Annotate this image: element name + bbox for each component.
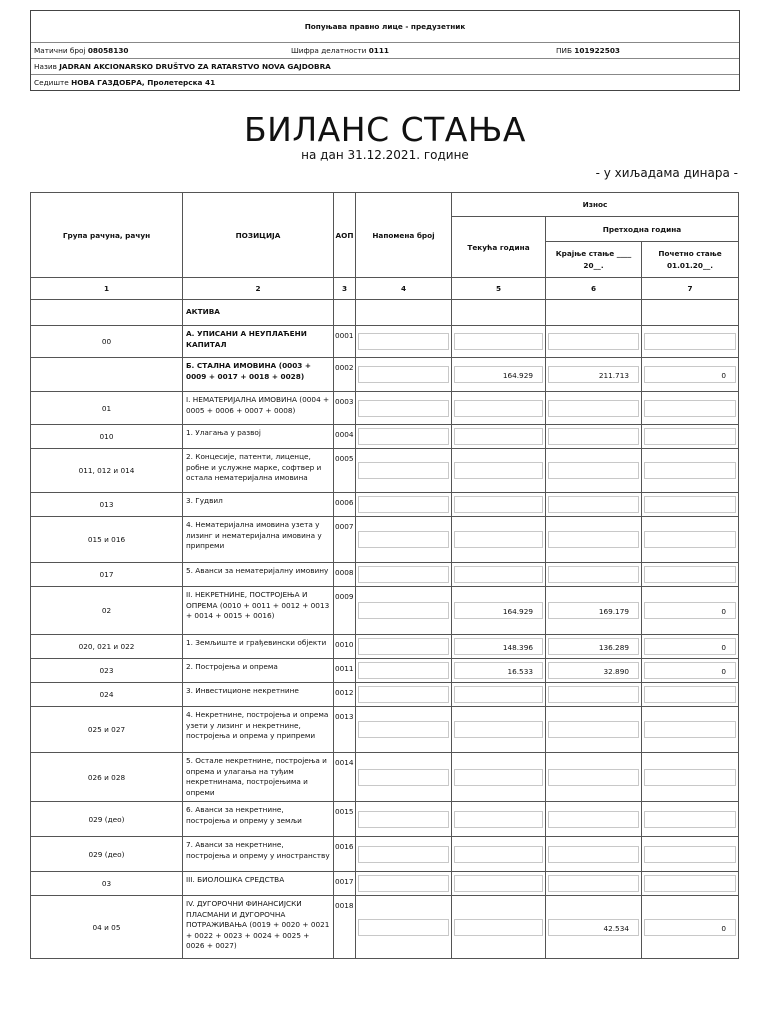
prev-end-cell bbox=[546, 358, 642, 392]
aop-code: 0018 bbox=[334, 896, 356, 959]
note-cell bbox=[356, 802, 452, 837]
document-date: на дан 31.12.2021. године bbox=[301, 148, 469, 162]
prev-start-cell bbox=[642, 449, 739, 493]
section-label: АКТИВА bbox=[183, 300, 334, 326]
position-label: 3. Инвестиционе некретнине bbox=[183, 683, 334, 707]
prev-start-cell bbox=[642, 425, 739, 449]
prev-end-input[interactable] bbox=[548, 496, 639, 513]
position-label: 4. Некретнине, постројења и опрема узети у лизинг и некретнине, постројења и опрема у припреми bbox=[183, 707, 334, 753]
col-number: 6 bbox=[546, 278, 642, 300]
prev-start-cell bbox=[642, 563, 739, 587]
prev-end-input[interactable]: 211.713 bbox=[548, 366, 639, 383]
account-group: 026 и 028 bbox=[31, 753, 183, 802]
aop-code: 0005 bbox=[334, 449, 356, 493]
table-row bbox=[31, 563, 739, 587]
aop-code: 0008 bbox=[334, 563, 356, 587]
section-empty bbox=[31, 300, 183, 326]
position-label: 2. Постројења и опрема bbox=[183, 659, 334, 683]
table-row bbox=[31, 753, 739, 802]
prev-end-input[interactable] bbox=[548, 846, 639, 863]
current-input[interactable] bbox=[454, 531, 543, 548]
current-input[interactable] bbox=[454, 428, 543, 445]
account-group: 011, 012 и 014 bbox=[31, 449, 183, 493]
section-empty bbox=[356, 300, 452, 326]
prev-end-input[interactable] bbox=[548, 333, 639, 350]
prev-start-input[interactable] bbox=[644, 566, 736, 583]
prev-end-input[interactable] bbox=[548, 400, 639, 417]
col-prev-end-header: Крајње стање ____ 20__. bbox=[546, 242, 642, 278]
col-number: 1 bbox=[31, 278, 183, 300]
current-cell bbox=[452, 587, 546, 635]
current-cell bbox=[452, 683, 546, 707]
table-row bbox=[31, 707, 739, 753]
account-group: 015 и 016 bbox=[31, 517, 183, 563]
prev-start-input[interactable]: 0 bbox=[644, 602, 736, 619]
account-group: 00 bbox=[31, 326, 183, 358]
prev-end-cell bbox=[546, 326, 642, 358]
reg-label: Матични број bbox=[34, 46, 86, 55]
current-cell bbox=[452, 493, 546, 517]
aop-code: 0012 bbox=[334, 683, 356, 707]
position-label: 1. Улагања у развој bbox=[183, 425, 334, 449]
position-label: 2. Концесије, патенти, лиценце, робне и услужне марке, софтвер и остала нематеријална имовина bbox=[183, 449, 334, 493]
account-group: 013 bbox=[31, 493, 183, 517]
company-name-row bbox=[31, 58, 739, 74]
col-number: 7 bbox=[642, 278, 739, 300]
seat-value: НОВА ГАЗДОБРА, Пролетерска 41 bbox=[71, 78, 216, 87]
prev-start-cell bbox=[642, 802, 739, 837]
account-group: 029 (део) bbox=[31, 837, 183, 872]
prev-end-cell bbox=[546, 896, 642, 959]
prev-start-input[interactable] bbox=[644, 531, 736, 548]
col-aop-header: АОП bbox=[334, 193, 356, 278]
aop-code: 0016 bbox=[334, 837, 356, 872]
prev-end-cell bbox=[546, 707, 642, 753]
table-row bbox=[31, 837, 739, 872]
prev-end-input[interactable]: 136.289 bbox=[548, 638, 639, 655]
prev-start-cell bbox=[642, 707, 739, 753]
position-label: 7. Аванси за некретнине, постројења и опрему у иностранству bbox=[183, 837, 334, 872]
prev-start-input[interactable] bbox=[644, 428, 736, 445]
table-row bbox=[31, 587, 739, 635]
col-previous-header: Претходна година bbox=[546, 217, 739, 242]
prev-end-cell bbox=[546, 683, 642, 707]
current-input[interactable] bbox=[454, 496, 543, 513]
col-current-header: Текућа година bbox=[452, 217, 546, 278]
current-cell bbox=[452, 659, 546, 683]
section-row bbox=[31, 300, 739, 326]
balance-sheet-table bbox=[30, 192, 739, 959]
note-cell bbox=[356, 683, 452, 707]
note-cell bbox=[356, 326, 452, 358]
current-cell bbox=[452, 517, 546, 563]
prev-start-input[interactable] bbox=[644, 333, 736, 350]
table-row bbox=[31, 635, 739, 659]
prev-end-cell bbox=[546, 659, 642, 683]
current-input[interactable] bbox=[454, 566, 543, 583]
current-cell bbox=[452, 563, 546, 587]
reg-value: 08058130 bbox=[87, 46, 129, 55]
prev-end-input[interactable] bbox=[548, 811, 639, 828]
note-input[interactable] bbox=[358, 919, 449, 936]
prev-end-input[interactable] bbox=[548, 462, 639, 479]
current-cell bbox=[452, 896, 546, 959]
aop-code: 0013 bbox=[334, 707, 356, 753]
note-cell bbox=[356, 753, 452, 802]
activity-label: Шифра делатности bbox=[291, 46, 367, 55]
note-input[interactable] bbox=[358, 366, 449, 383]
prev-start-input[interactable] bbox=[644, 496, 736, 513]
reg-number bbox=[34, 46, 128, 55]
filled-by-caption bbox=[31, 11, 739, 42]
current-cell bbox=[452, 635, 546, 659]
prev-start-input[interactable] bbox=[644, 400, 736, 417]
prev-end-input[interactable]: 169.179 bbox=[548, 602, 639, 619]
prev-start-input[interactable] bbox=[644, 462, 736, 479]
col-number: 3 bbox=[334, 278, 356, 300]
aop-code: 0009 bbox=[334, 587, 356, 635]
current-input[interactable] bbox=[454, 400, 543, 417]
current-cell bbox=[452, 425, 546, 449]
note-input[interactable] bbox=[358, 496, 449, 513]
aop-code: 0003 bbox=[334, 392, 356, 425]
prev-start-cell bbox=[642, 517, 739, 563]
prev-start-input[interactable] bbox=[644, 686, 736, 703]
position-label: I. НЕМАТЕРИЈАЛНА ИМОВИНА (0004 + 0005 + 0006 + 0007 + 0008) bbox=[183, 392, 334, 425]
note-input[interactable] bbox=[358, 566, 449, 583]
col-amount-header: Износ bbox=[452, 193, 739, 217]
name-value: JADRAN AKCIONARSKO DRUŠTVO ZA RATARSTVO NOVA GAJDOBRA bbox=[59, 62, 331, 71]
prev-start-input[interactable]: 0 bbox=[644, 662, 736, 679]
account-group: 04 и 05 bbox=[31, 896, 183, 959]
account-group: 010 bbox=[31, 425, 183, 449]
tax-id bbox=[556, 46, 620, 55]
units-note: - у хиљадама динара - bbox=[595, 166, 738, 180]
prev-end-input[interactable] bbox=[548, 566, 639, 583]
current-cell bbox=[452, 392, 546, 425]
table-row bbox=[31, 358, 739, 392]
prev-start-cell bbox=[642, 896, 739, 959]
prev-end-input[interactable]: 42.534 bbox=[548, 919, 639, 936]
note-cell bbox=[356, 563, 452, 587]
note-cell bbox=[356, 659, 452, 683]
position-label: 4. Нематеријална имовина узета у лизинг и нематеријална имовина у припреми bbox=[183, 517, 334, 563]
prev-end-cell bbox=[546, 425, 642, 449]
current-input[interactable] bbox=[454, 686, 543, 703]
prev-end-cell bbox=[546, 587, 642, 635]
current-input[interactable] bbox=[454, 811, 543, 828]
prev-start-cell bbox=[642, 392, 739, 425]
prev-start-input[interactable] bbox=[644, 811, 736, 828]
prev-start-input[interactable] bbox=[644, 875, 736, 892]
note-cell bbox=[356, 635, 452, 659]
activity-value: 0111 bbox=[368, 46, 390, 55]
prev-end-cell bbox=[546, 837, 642, 872]
prev-end-cell bbox=[546, 392, 642, 425]
prev-start-cell bbox=[642, 358, 739, 392]
current-cell bbox=[452, 753, 546, 802]
note-input[interactable] bbox=[358, 662, 449, 679]
note-cell bbox=[356, 425, 452, 449]
table-row bbox=[31, 449, 739, 493]
current-input[interactable] bbox=[454, 846, 543, 863]
note-input[interactable] bbox=[358, 686, 449, 703]
note-input[interactable] bbox=[358, 811, 449, 828]
position-label: 5. Остале некретнине, постројења и опрема и улагања на туђим некретнинама, постројењима и опреми bbox=[183, 753, 334, 802]
account-group: 01 bbox=[31, 392, 183, 425]
prev-start-input[interactable]: 0 bbox=[644, 638, 736, 655]
note-cell bbox=[356, 837, 452, 872]
position-label: IV. ДУГОРОЧНИ ФИНАНСИЈСКИ ПЛАСМАНИ И ДУГОРОЧНА ПОТРАЖИВАЊА (0019 + 0020 + 0021 + 0022 + 0023 + 0024 + 0025 + 0026 + 0027) bbox=[183, 896, 334, 959]
aop-code: 0006 bbox=[334, 493, 356, 517]
account-group: 029 (део) bbox=[31, 802, 183, 837]
prev-start-input[interactable] bbox=[644, 769, 736, 786]
prev-end-input[interactable] bbox=[548, 686, 639, 703]
prev-end-cell bbox=[546, 872, 642, 896]
col-number: 4 bbox=[356, 278, 452, 300]
table-row bbox=[31, 493, 739, 517]
current-input[interactable] bbox=[454, 333, 543, 350]
current-cell bbox=[452, 707, 546, 753]
prev-start-input[interactable] bbox=[644, 721, 736, 738]
col-number: 2 bbox=[183, 278, 334, 300]
table-row bbox=[31, 326, 739, 358]
note-cell bbox=[356, 358, 452, 392]
aop-code: 0004 bbox=[334, 425, 356, 449]
filled-by-text: Попуњава правно лице - предузетник bbox=[304, 22, 466, 31]
prev-start-cell bbox=[642, 635, 739, 659]
note-input[interactable] bbox=[358, 875, 449, 892]
prev-end-input[interactable] bbox=[548, 531, 639, 548]
table-row bbox=[31, 896, 739, 959]
note-cell bbox=[356, 587, 452, 635]
note-cell bbox=[356, 392, 452, 425]
current-cell bbox=[452, 326, 546, 358]
account-group: 024 bbox=[31, 683, 183, 707]
col-group-header: Група рачуна, рачун bbox=[31, 193, 183, 278]
current-input[interactable]: 164.929 bbox=[454, 602, 543, 619]
note-input[interactable] bbox=[358, 531, 449, 548]
position-label: II. НЕКРЕТНИНЕ, ПОСТРОЈЕЊА И ОПРЕМА (0010 + 0011 + 0012 + 0013 + 0014 + 0015 + 0016) bbox=[183, 587, 334, 635]
prev-start-cell bbox=[642, 872, 739, 896]
note-input[interactable] bbox=[358, 333, 449, 350]
prev-end-input[interactable] bbox=[548, 428, 639, 445]
account-group: 017 bbox=[31, 563, 183, 587]
position-label: Б. СТАЛНА ИМОВИНА (0003 + 0009 + 0017 + 0018 + 0028) bbox=[183, 358, 334, 392]
current-cell bbox=[452, 358, 546, 392]
prev-start-cell bbox=[642, 837, 739, 872]
prev-start-cell bbox=[642, 326, 739, 358]
note-input[interactable] bbox=[358, 721, 449, 738]
aop-code: 0017 bbox=[334, 872, 356, 896]
prev-end-input[interactable]: 32.890 bbox=[548, 662, 639, 679]
section-empty bbox=[452, 300, 546, 326]
aop-code: 0007 bbox=[334, 517, 356, 563]
note-cell bbox=[356, 449, 452, 493]
note-cell bbox=[356, 493, 452, 517]
note-input[interactable] bbox=[358, 462, 449, 479]
prev-start-input[interactable]: 0 bbox=[644, 366, 736, 383]
prev-start-input[interactable] bbox=[644, 846, 736, 863]
prev-end-input[interactable] bbox=[548, 875, 639, 892]
note-cell bbox=[356, 707, 452, 753]
document-title: БИЛАНС СТАЊА bbox=[244, 110, 526, 149]
pib-label: ПИБ bbox=[556, 46, 572, 55]
prev-end-cell bbox=[546, 449, 642, 493]
aop-code: 0001 bbox=[334, 326, 356, 358]
current-input[interactable] bbox=[454, 721, 543, 738]
company-header bbox=[30, 10, 740, 91]
activity-code bbox=[291, 46, 389, 55]
current-input[interactable] bbox=[454, 769, 543, 786]
pib-value: 101922503 bbox=[574, 46, 620, 55]
table-row bbox=[31, 425, 739, 449]
table-row bbox=[31, 392, 739, 425]
note-input[interactable] bbox=[358, 638, 449, 655]
section-empty bbox=[642, 300, 739, 326]
seat-label: Седиште bbox=[34, 78, 69, 87]
account-group: 03 bbox=[31, 872, 183, 896]
note-input[interactable] bbox=[358, 400, 449, 417]
current-cell bbox=[452, 872, 546, 896]
prev-start-cell bbox=[642, 587, 739, 635]
current-input[interactable] bbox=[454, 462, 543, 479]
current-cell bbox=[452, 837, 546, 872]
position-label: III. БИОЛОШКА СРЕДСТВА bbox=[183, 872, 334, 896]
current-cell bbox=[452, 449, 546, 493]
prev-end-input[interactable] bbox=[548, 769, 639, 786]
prev-end-cell bbox=[546, 517, 642, 563]
table-row bbox=[31, 872, 739, 896]
table-row bbox=[31, 683, 739, 707]
section-empty bbox=[334, 300, 356, 326]
note-cell bbox=[356, 517, 452, 563]
aop-code: 0010 bbox=[334, 635, 356, 659]
note-cell bbox=[356, 896, 452, 959]
prev-end-cell bbox=[546, 493, 642, 517]
table-row bbox=[31, 802, 739, 837]
account-group: 020, 021 и 022 bbox=[31, 635, 183, 659]
aop-code: 0014 bbox=[334, 753, 356, 802]
note-cell bbox=[356, 872, 452, 896]
account-group: 025 и 027 bbox=[31, 707, 183, 753]
prev-end-input[interactable] bbox=[548, 721, 639, 738]
table-row bbox=[31, 517, 739, 563]
account-group: 023 bbox=[31, 659, 183, 683]
header-ids-row bbox=[31, 42, 739, 58]
current-input[interactable]: 16.533 bbox=[454, 662, 543, 679]
table-row bbox=[31, 659, 739, 683]
current-input[interactable]: 148.396 bbox=[454, 638, 543, 655]
aop-code: 0015 bbox=[334, 802, 356, 837]
company-seat-row bbox=[31, 74, 739, 90]
current-input[interactable]: 164.929 bbox=[454, 366, 543, 383]
position-label: 1. Земљиште и грађевински објекти bbox=[183, 635, 334, 659]
prev-end-cell bbox=[546, 802, 642, 837]
name-label: Назив bbox=[34, 62, 57, 71]
prev-end-cell bbox=[546, 753, 642, 802]
current-input[interactable] bbox=[454, 875, 543, 892]
prev-start-cell bbox=[642, 493, 739, 517]
account-group: 02 bbox=[31, 587, 183, 635]
current-cell bbox=[452, 802, 546, 837]
prev-end-cell bbox=[546, 563, 642, 587]
section-empty bbox=[546, 300, 642, 326]
account-group bbox=[31, 358, 183, 392]
note-input[interactable] bbox=[358, 428, 449, 445]
prev-start-cell bbox=[642, 753, 739, 802]
position-label: 6. Аванси за некретнине, постројења и опрему у земљи bbox=[183, 802, 334, 837]
note-input[interactable] bbox=[358, 769, 449, 786]
note-input[interactable] bbox=[358, 602, 449, 619]
position-label: 3. Гудвил bbox=[183, 493, 334, 517]
aop-code: 0011 bbox=[334, 659, 356, 683]
prev-start-cell bbox=[642, 659, 739, 683]
prev-start-input[interactable]: 0 bbox=[644, 919, 736, 936]
position-label: 5. Аванси за нематеријалну имовину bbox=[183, 563, 334, 587]
col-number: 5 bbox=[452, 278, 546, 300]
current-input[interactable] bbox=[454, 919, 543, 936]
note-input[interactable] bbox=[358, 846, 449, 863]
aop-code: 0002 bbox=[334, 358, 356, 392]
col-position-header: ПОЗИЦИЈА bbox=[183, 193, 334, 278]
prev-end-cell bbox=[546, 635, 642, 659]
position-label: А. УПИСАНИ А НЕУПЛАЋЕНИ КАПИТАЛ bbox=[183, 326, 334, 358]
col-prev-start-header: Почетно стање 01.01.20__. bbox=[642, 242, 739, 278]
prev-start-cell bbox=[642, 683, 739, 707]
col-note-header: Напомена број bbox=[356, 193, 452, 278]
